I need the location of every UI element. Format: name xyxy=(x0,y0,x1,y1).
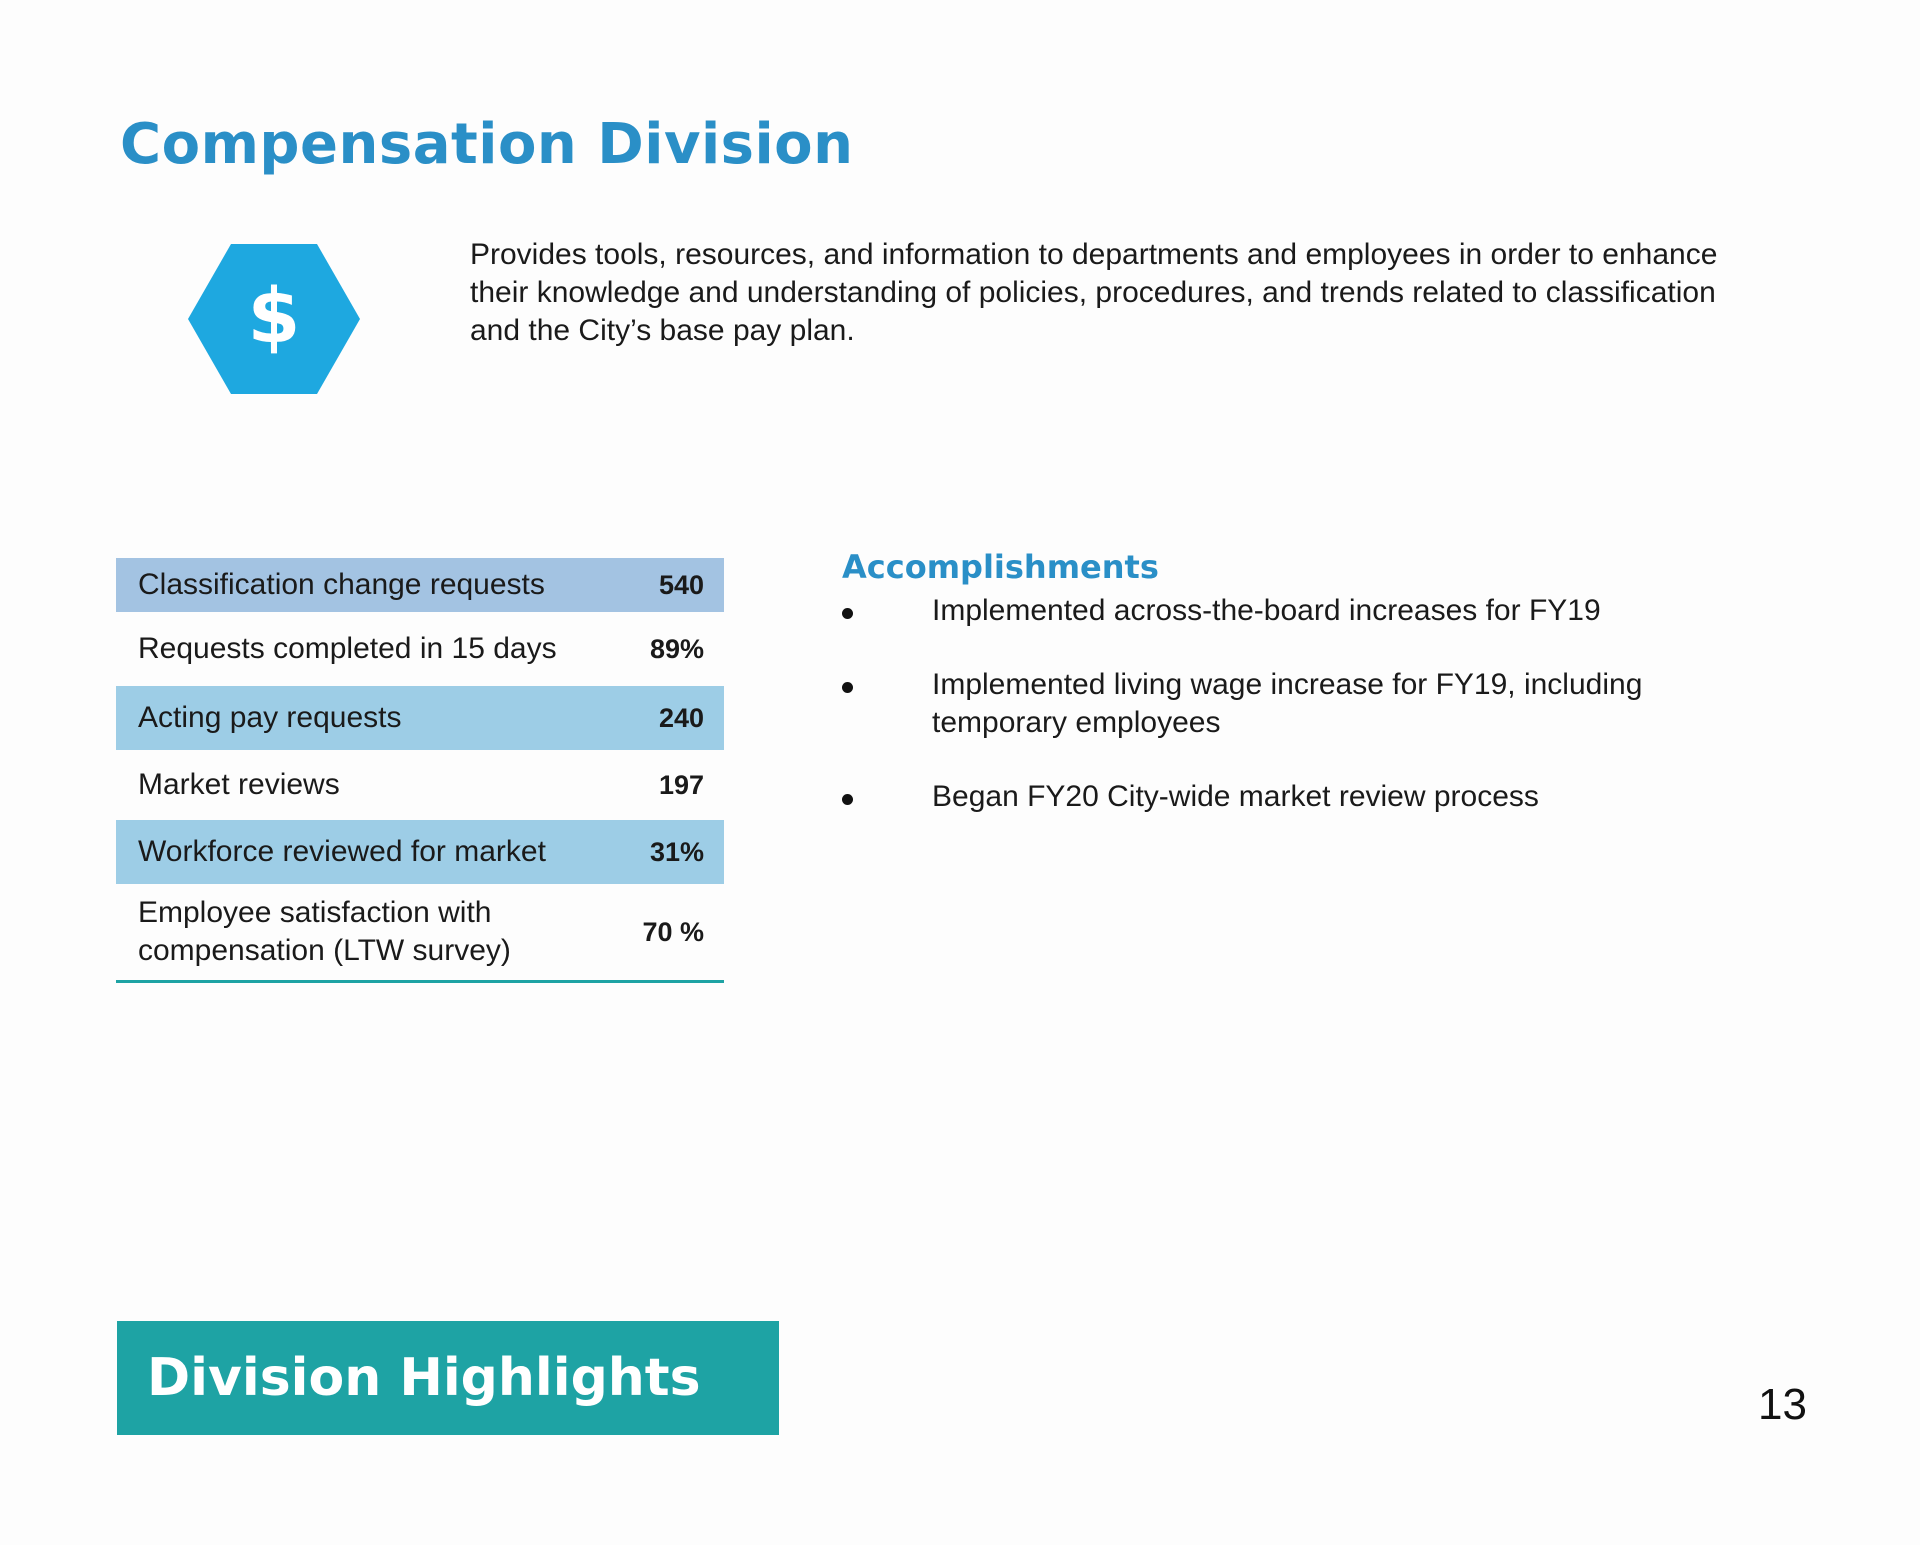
banner-text: Division Highlights xyxy=(147,1348,701,1408)
metric-label: Acting pay requests xyxy=(138,701,402,734)
page-number: 13 xyxy=(1758,1380,1807,1429)
metric-value: 31% xyxy=(649,836,704,867)
metric-label: Market reviews xyxy=(138,768,340,801)
metric-row xyxy=(116,686,724,750)
metric-value: 240 xyxy=(658,702,704,733)
dollar-hexagon-icon xyxy=(188,244,360,394)
division-highlights-banner xyxy=(117,1321,779,1435)
metric-row xyxy=(116,820,724,884)
metric-label: Workforce reviewed for market xyxy=(138,835,546,868)
division-description: Provides tools, resources, and information to departments and employees in order to enhance their knowledge and understanding of policies, procedures, and trends related to classification and the City’s base pay plan. xyxy=(470,238,1718,347)
page-title: Compensation Division xyxy=(120,112,854,177)
accomplishment-text: Implemented living wage increase for FY19, including temporary employees xyxy=(932,668,1643,739)
list-item xyxy=(842,666,1692,742)
metric-row xyxy=(116,558,724,612)
bullet-icon xyxy=(842,608,853,619)
metric-value: 540 xyxy=(658,569,704,600)
list-item xyxy=(842,592,1742,630)
metric-row xyxy=(116,750,724,820)
accomplishments-heading: Accomplishments xyxy=(842,548,1159,586)
bullet-icon xyxy=(842,682,853,693)
bullet-icon xyxy=(842,794,853,805)
metric-row xyxy=(116,612,724,686)
accomplishment-text: Implemented across-the-board increases for FY19 xyxy=(932,594,1601,627)
metric-row xyxy=(116,884,724,980)
accomplishments-section xyxy=(842,548,1742,816)
list-item xyxy=(842,778,1742,816)
metrics-table xyxy=(116,558,724,983)
metric-value: 70 % xyxy=(642,916,704,947)
metric-value: 197 xyxy=(658,769,704,800)
accomplishments-list xyxy=(842,592,1742,816)
metric-label: Classification change requests xyxy=(138,568,545,601)
accomplishment-text: Began FY20 City-wide market review process xyxy=(932,780,1539,813)
metric-value: 89% xyxy=(649,633,704,664)
table-bottom-rule xyxy=(116,980,724,983)
metric-label: Requests completed in 15 days xyxy=(138,632,557,665)
metric-label: Employee satisfaction with compensation (LTW survey) xyxy=(138,896,511,967)
dollar-sign: $ xyxy=(247,271,301,360)
